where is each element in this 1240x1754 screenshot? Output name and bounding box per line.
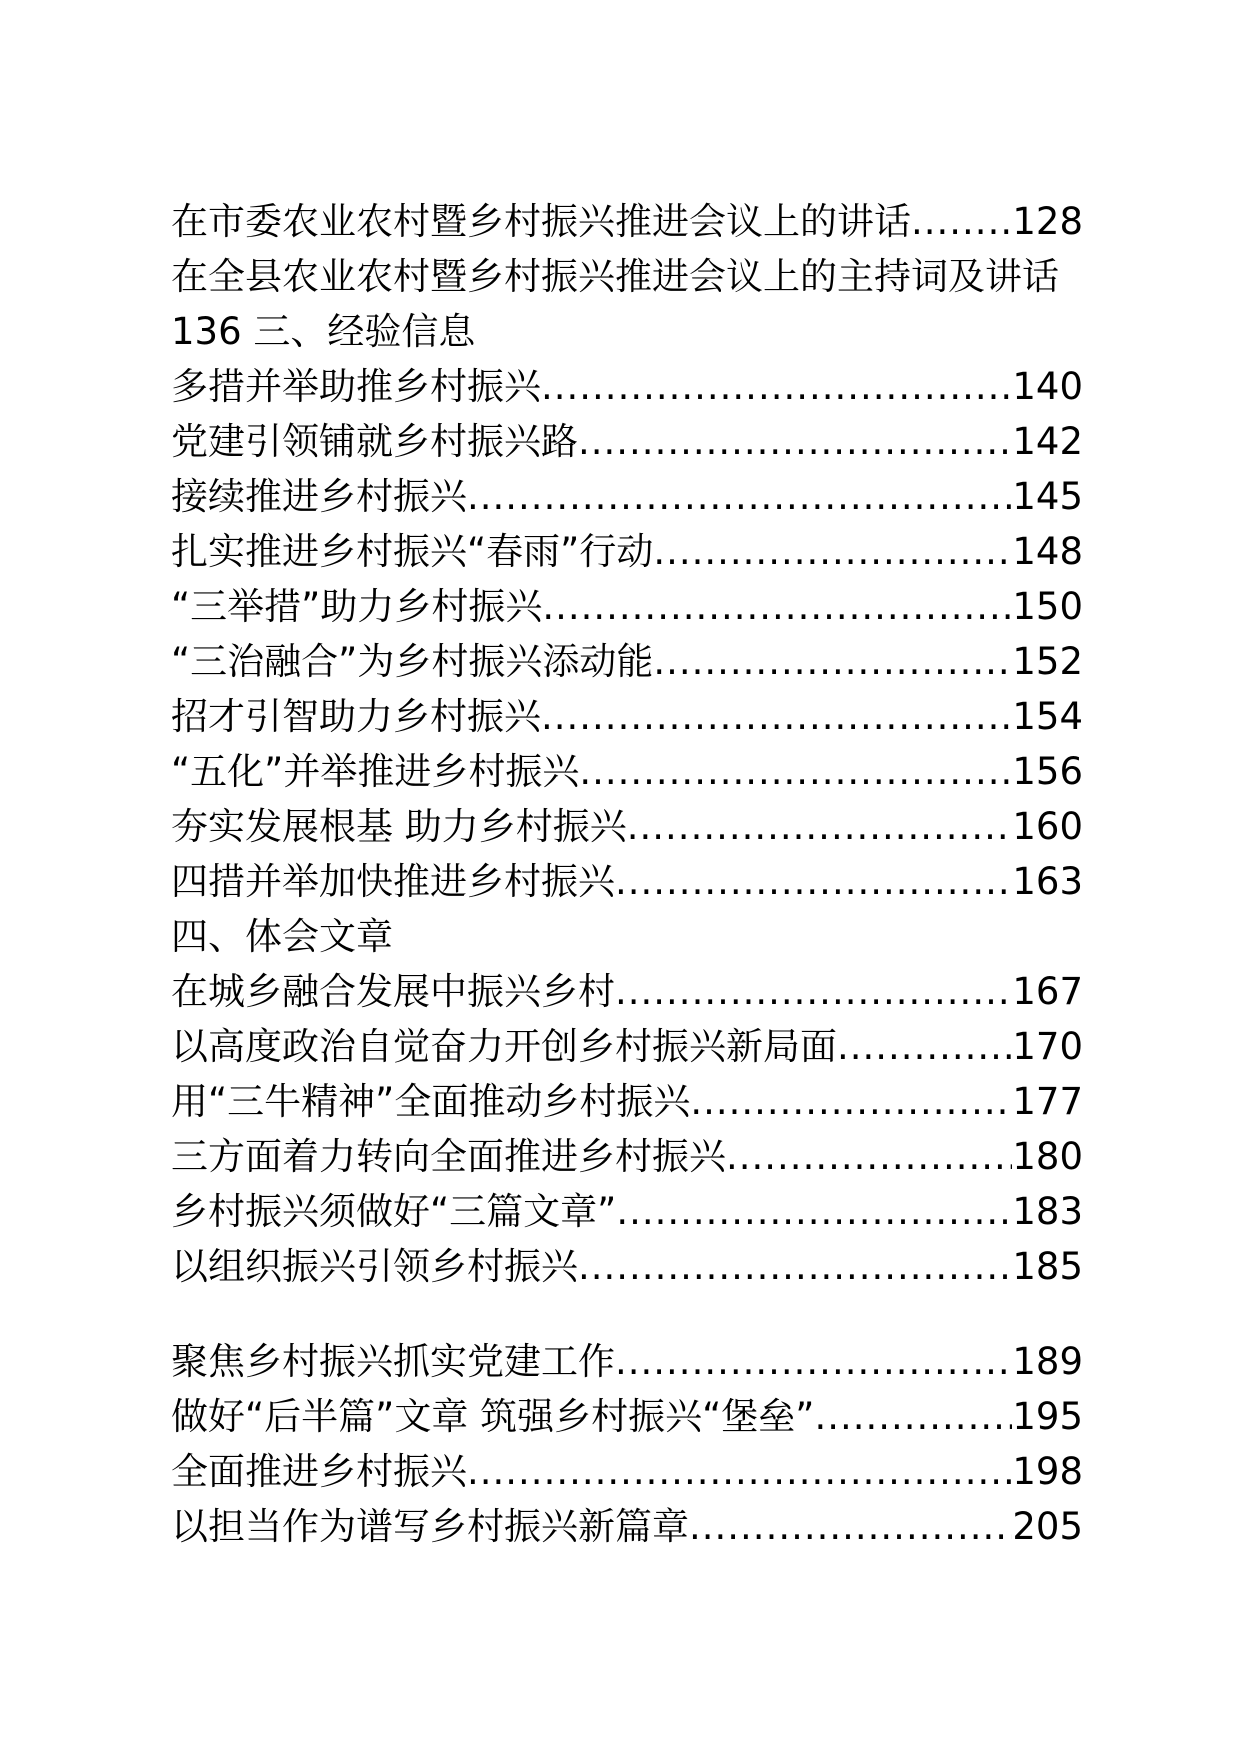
toc-entry[interactable] <box>171 1334 1083 1389</box>
toc-entry-title: 多措并举助推乡村振兴 <box>171 365 541 408</box>
toc-entry[interactable] <box>171 1019 1083 1074</box>
toc-entry-page: 148 <box>1012 530 1083 573</box>
toc-entry-title: 做好“后半篇”文章 筑强乡村振兴“堡垒” <box>171 1395 815 1438</box>
toc-entry-page: 160 <box>1012 805 1083 848</box>
toc-leader-dots <box>615 1334 1012 1389</box>
toc-entry-page: 195 <box>1012 1395 1083 1438</box>
toc-leader-dots <box>726 1129 1012 1184</box>
toc-entry-title: 以高度政治自觉奋力开创乡村振兴新局面 <box>171 1025 837 1068</box>
toc-entry-title: 聚焦乡村振兴抓实党建工作 <box>171 1340 615 1383</box>
toc-entry[interactable] <box>171 964 1083 1019</box>
toc-gap <box>171 1294 1083 1334</box>
toc-entry[interactable] <box>171 744 1083 799</box>
toc-leader-dots <box>690 1074 1012 1129</box>
toc-entry-title: 在城乡融合发展中振兴乡村 <box>171 970 615 1013</box>
toc-line-section-heading: 136 三、经验信息 <box>171 310 476 353</box>
toc-entry-page: 170 <box>1012 1025 1083 1068</box>
toc-entry-page: 185 <box>1012 1245 1083 1288</box>
toc-leader-dots <box>542 579 1012 634</box>
toc-entry[interactable] <box>171 1239 1083 1294</box>
toc-leader-dots <box>653 634 1012 689</box>
toc-entry[interactable] <box>171 1444 1083 1499</box>
toc-entry-page: 152 <box>1012 640 1083 683</box>
toc-leader-dots <box>837 1019 1012 1074</box>
toc-leader-dots <box>911 194 1012 249</box>
toc-entry-title: “三治融合”为乡村振兴添动能 <box>171 640 654 683</box>
toc-entry-page: 177 <box>1012 1080 1083 1123</box>
toc-entry-page: 163 <box>1012 860 1083 903</box>
toc-entry[interactable] <box>171 469 1083 524</box>
toc-entry-page: 150 <box>1012 585 1083 628</box>
toc-entry[interactable] <box>171 634 1083 689</box>
toc-leader-dots <box>541 359 1012 414</box>
toc-leader-dots <box>616 1184 1012 1239</box>
toc-entry[interactable] <box>171 1389 1083 1444</box>
toc-entry[interactable] <box>171 359 1083 414</box>
toc-entry[interactable] <box>171 1184 1083 1239</box>
toc-section-heading: 四、体会文章 <box>171 915 393 958</box>
toc-entry-page: 128 <box>1012 200 1083 243</box>
toc-leader-dots <box>579 744 1012 799</box>
table-of-contents <box>171 194 1083 1554</box>
toc-entry-title: “三举措”助力乡村振兴 <box>171 585 543 628</box>
toc-leader-dots <box>653 524 1012 579</box>
toc-entry-title: 三方面着力转向全面推进乡村振兴 <box>171 1135 726 1178</box>
toc-leader-dots <box>627 799 1013 854</box>
toc-entry-page: 205 <box>1012 1505 1083 1548</box>
toc-leader-dots <box>689 1499 1012 1554</box>
toc-entry[interactable] <box>171 1074 1083 1129</box>
toc-entry[interactable] <box>171 799 1083 854</box>
toc-line[interactable]: 在全县农业农村暨乡村振兴推进会议上的主持词及讲话 <box>171 255 1059 298</box>
toc-entry-title: 扎实推进乡村振兴“春雨”行动 <box>171 530 654 573</box>
toc-entry-title: 接续推进乡村振兴 <box>171 475 467 518</box>
toc-entry[interactable] <box>171 194 1083 249</box>
toc-entry-title: 夯实发展根基 助力乡村振兴 <box>171 805 627 848</box>
toc-leader-dots <box>467 469 1012 524</box>
toc-leader-dots <box>541 689 1012 744</box>
toc-entry-title: 党建引领铺就乡村振兴路 <box>171 420 578 463</box>
toc-leader-dots <box>615 854 1012 909</box>
toc-entry[interactable] <box>171 1499 1083 1554</box>
toc-leader-dots <box>615 964 1012 1019</box>
toc-entry[interactable] <box>171 689 1083 744</box>
toc-entry-title: 四措并举加快推进乡村振兴 <box>171 860 615 903</box>
toc-entry-page: 156 <box>1012 750 1083 793</box>
toc-entry-page: 180 <box>1012 1135 1083 1178</box>
toc-entry-page: 140 <box>1012 365 1083 408</box>
toc-entry-page: 142 <box>1012 420 1083 463</box>
toc-leader-dots <box>467 1444 1012 1499</box>
toc-entry-title: “五化”并举推进乡村振兴 <box>171 750 580 793</box>
toc-entry-title: 用“三牛精神”全面推动乡村振兴 <box>171 1080 691 1123</box>
toc-entry-title: 以担当作为谱写乡村振兴新篇章 <box>171 1505 689 1548</box>
toc-entry-title: 在市委农业农村暨乡村振兴推进会议上的讲话 <box>171 200 911 243</box>
toc-entry[interactable] <box>171 524 1083 579</box>
toc-entry[interactable] <box>171 414 1083 469</box>
toc-entry-title: 以组织振兴引领乡村振兴 <box>171 1245 578 1288</box>
toc-entry-page: 167 <box>1012 970 1083 1013</box>
toc-entry-title: 乡村振兴须做好“三篇文章” <box>171 1190 617 1233</box>
toc-entry-title: 全面推进乡村振兴 <box>171 1450 467 1493</box>
toc-entry-title: 招才引智助力乡村振兴 <box>171 695 541 738</box>
toc-entry-page: 145 <box>1012 475 1083 518</box>
toc-entry[interactable] <box>171 854 1083 909</box>
toc-entry-page: 198 <box>1012 1450 1083 1493</box>
toc-leader-dots <box>578 414 1012 469</box>
toc-entry-page: 189 <box>1012 1340 1083 1383</box>
toc-entry[interactable] <box>171 1129 1083 1184</box>
toc-leader-dots <box>578 1239 1012 1294</box>
toc-entry[interactable] <box>171 579 1083 634</box>
toc-entry-page: 154 <box>1012 695 1083 738</box>
toc-leader-dots <box>814 1389 1012 1444</box>
toc-entry-page: 183 <box>1012 1190 1083 1233</box>
